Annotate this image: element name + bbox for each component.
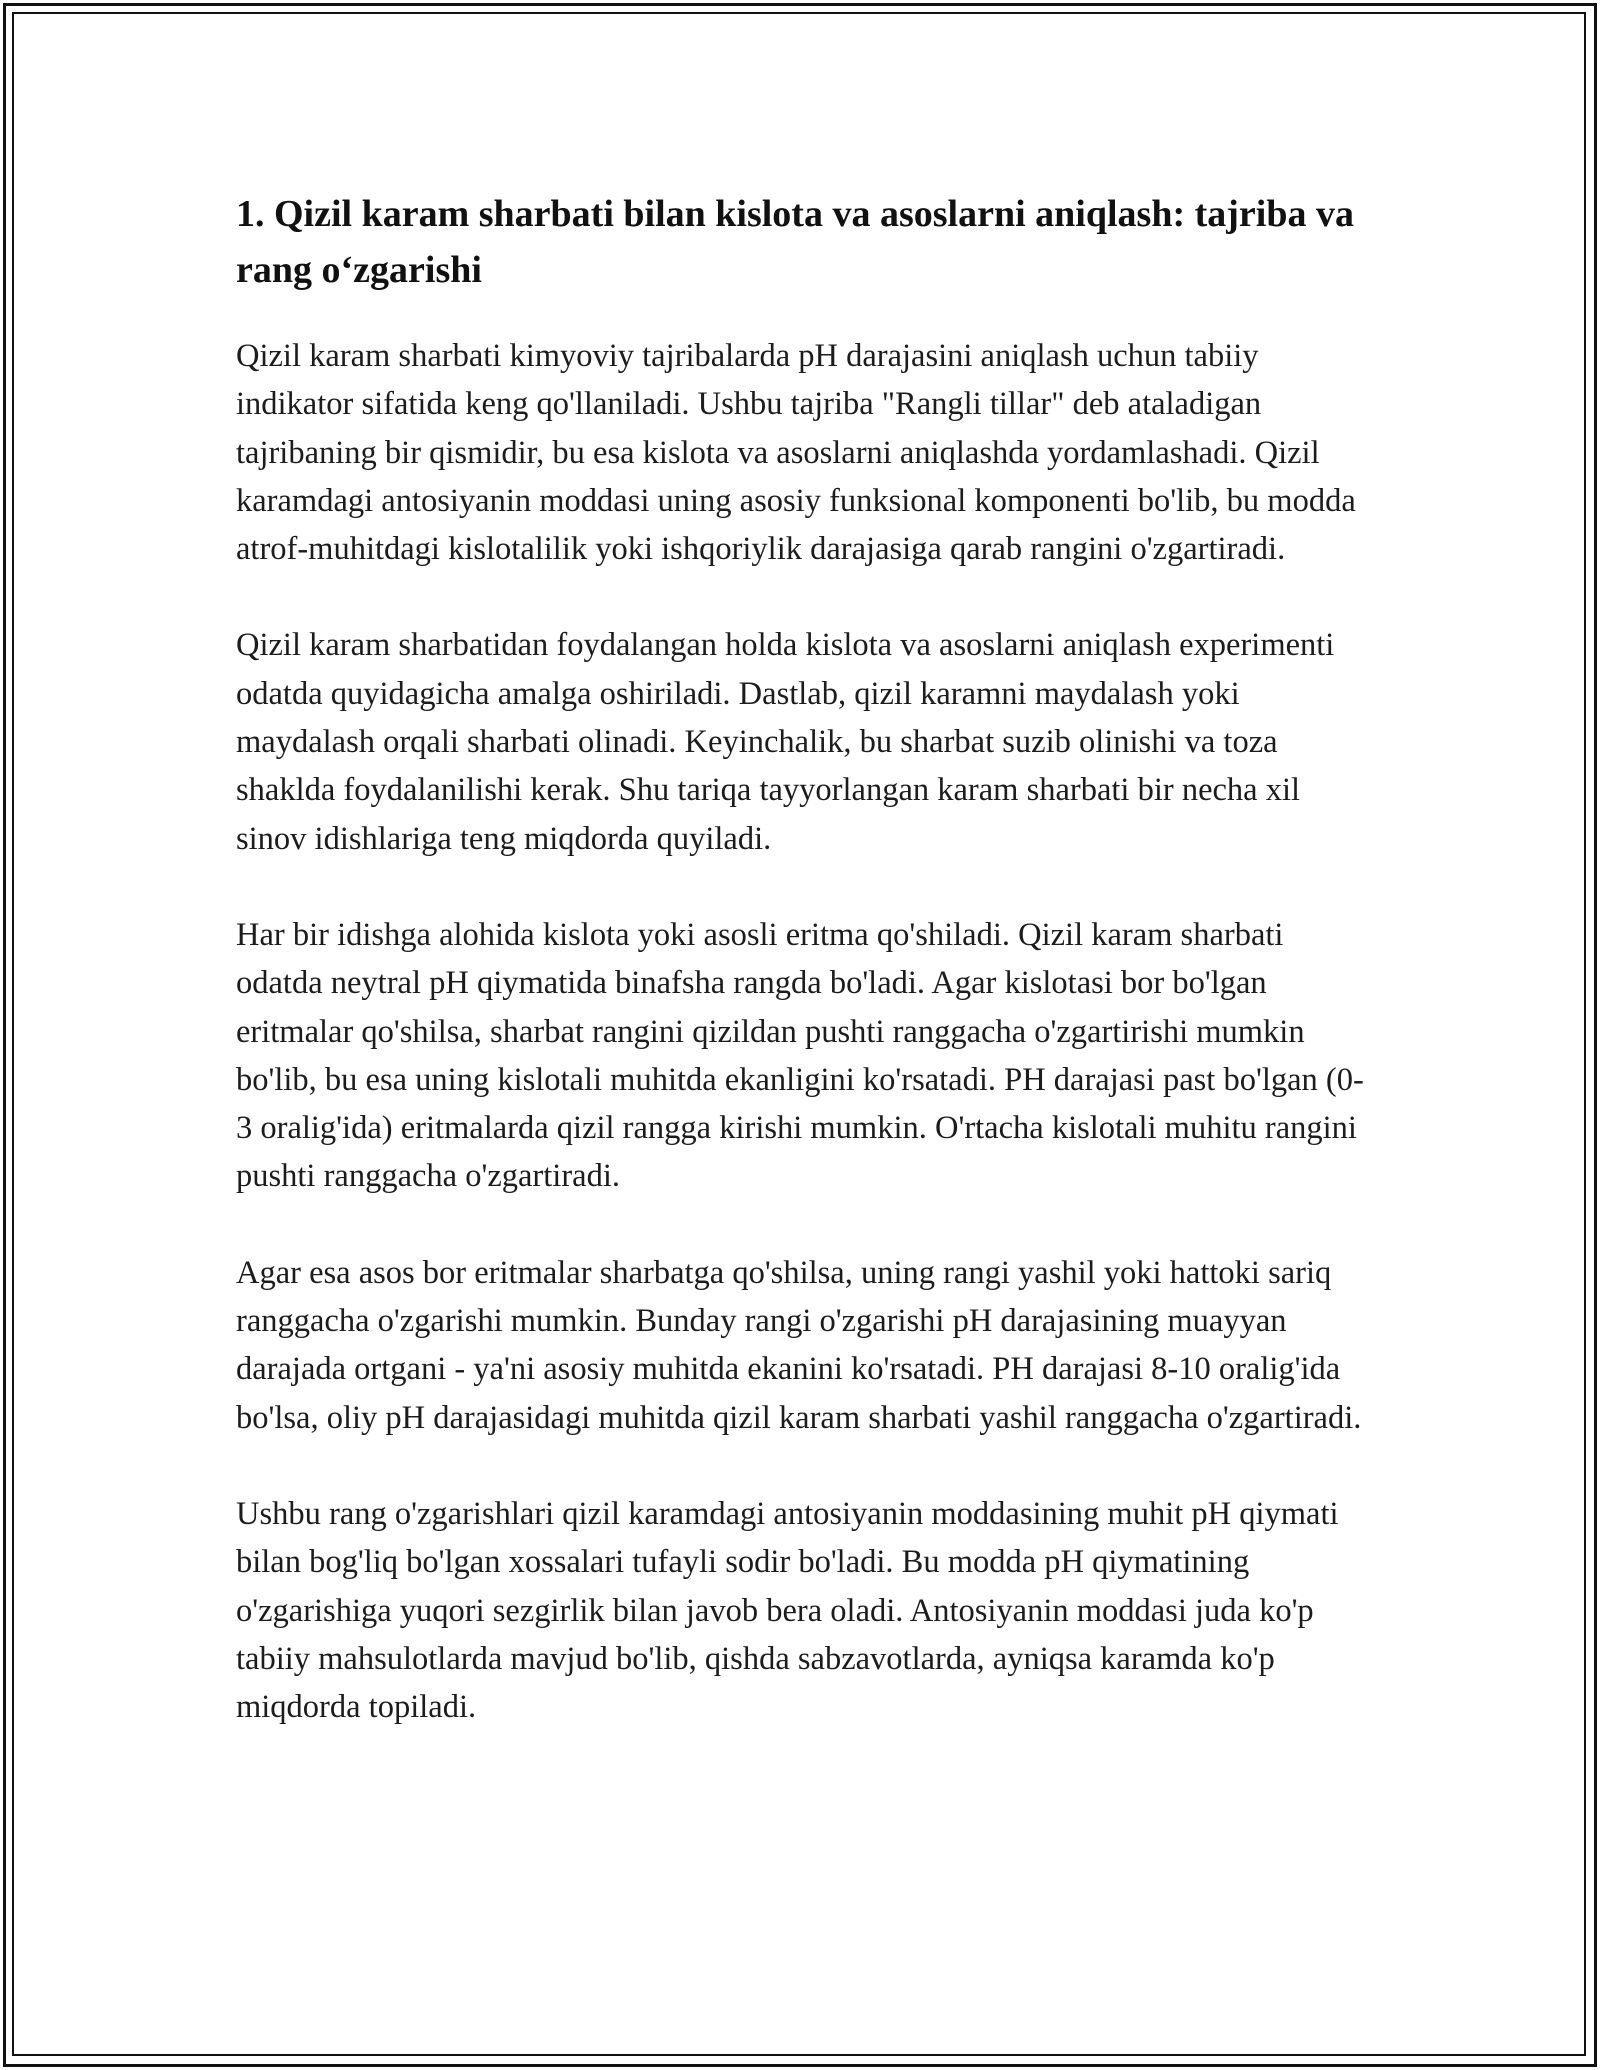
paragraph-2: Qizil karam sharbatidan foydalangan holda kislota va asoslarni aniqlash experimenti odatda quyidagicha amalga oshiriladi. Dastlab, qizil karamni maydalash yoki maydalash orqali sharbati olinadi. Keyinchalik, bu sharbat suzib olinishi va toza shaklda foydalanilishi kerak. Shu tariqa tayyorlangan karam sharbati bir necha xil sinov idishlariga teng miqdorda quyiladi.: [236, 627, 1335, 857]
paragraph-5: Ushbu rang o'zgarishlari qizil karamdagi antosiyanin moddasining muhit pH qiymati bilan bog'liq bo'lgan xossalari tufayli sodir bo'ladi. Bu modda pH qiymatining o'zgarishiga yuqori sezgirlik bilan javob bera oladi. Antosiyanin moddasi juda ko'p tabiiy mahsulotlarda mavjud bo'lib, qishda sabzavotlarda, ayniqsa karamda ko'p miqdorda topiladi.: [236, 1495, 1339, 1726]
paragraph-3: Har bir idishga alohida kislota yoki asosli eritma qo'shiladi. Qizil karam sharbati odatda neytral pH qiymatida binafsha rangda bo'ladi. Agar kislotasi bor bo'lgan eritmalar qo'shilsa, sharbat rangini qizildan pushti ranggacha o'zgartirishi mumkin bo'lib, bu esa uning kislotali muhitda ekanligini ko'rsatadi. PH darajasi past bo'lgan (0-3 oralig'ida) eritmalarda qizil rangga kirishi mumkin. O'rtacha kislotali muhitu rangini pushti ranggacha o'zgartiradi.: [236, 916, 1364, 1195]
document-title: 1. Qizil karam sharbati bilan kislota va asoslarni aniqlash: tajriba va rang o‘zgarishi: [236, 193, 1354, 291]
paragraph-1: Qizil karam sharbati kimyoviy tajribalarda pH darajasini aniqlash uchun tabiiy indikator sifatida keng qo'llaniladi. Ushbu tajriba "Rangli tillar" deb ataladigan tajribaning bir qismidir, bu esa kislota va asoslarni aniqlashda yordamlashadi. Qizil karamdagi antosiyanin moddasi uning asosiy funksional komponenti bo'lib, bu modda atrof-muhitdagi kislotalilik yoki ishqoriylik darajasiga qarab rangini o'zgartiradi.: [236, 338, 1356, 568]
paragraph-4: Agar esa asos bor eritmalar sharbatga qo'shilsa, uning rangi yashil yoki hattoki sariq ranggacha o'zgarishi mumkin. Bunday rangi o'zgarishi pH darajasining muayyan darajada ortgani - ya'ni asosiy muhitda ekanini ko'rsatadi. PH darajasi 8-10 oralig'ida bo'lsa, oliy pH darajasidagi muhitda qizil karam sharbati yashil ranggacha o'zgartiradi.: [236, 1254, 1362, 1436]
document-body: [236, 186, 1376, 1779]
